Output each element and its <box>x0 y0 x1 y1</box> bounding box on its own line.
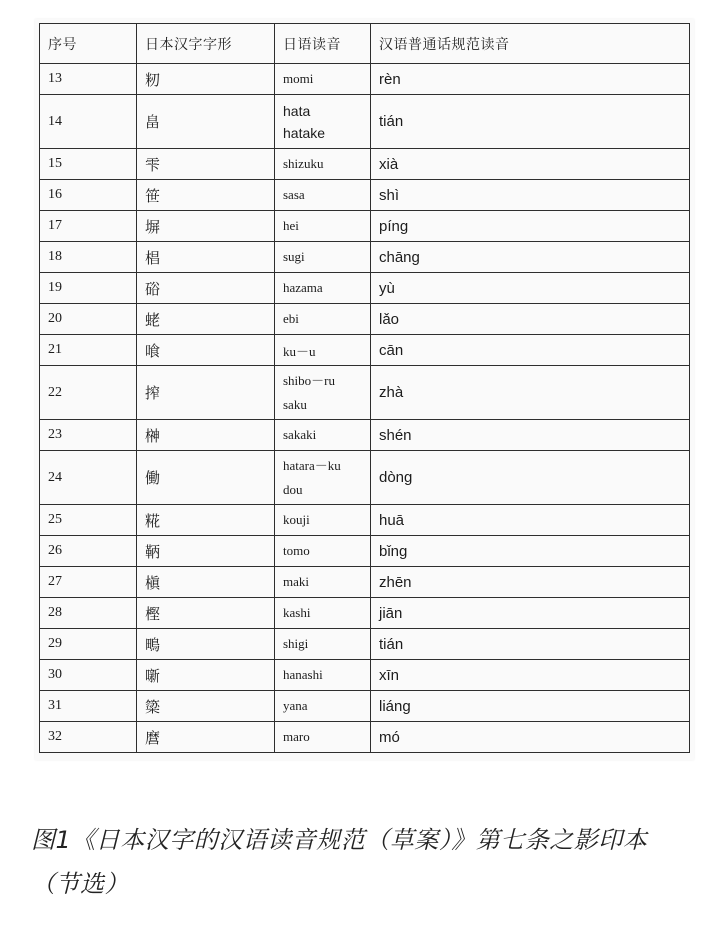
table-row <box>40 536 690 567</box>
cell-japanese-reading <box>275 598 371 629</box>
cell-mandarin-pinyin: xīn <box>371 660 690 691</box>
cell-mandarin-pinyin: tián <box>371 95 690 149</box>
cell-japanese-reading <box>275 211 371 242</box>
reading-line: shizuku <box>283 156 324 171</box>
cell-serial-number: 14 <box>40 95 137 149</box>
cell-kanji: 樫 <box>137 598 275 629</box>
scanned-table-image <box>35 19 694 760</box>
cell-mandarin-pinyin: chāng <box>371 242 690 273</box>
cell-serial-number: 22 <box>40 366 137 420</box>
cell-kanji: 槇 <box>137 567 275 598</box>
cell-serial-number: 15 <box>40 149 137 180</box>
table-row <box>40 660 690 691</box>
cell-mandarin-pinyin: píng <box>371 211 690 242</box>
cell-japanese-reading <box>275 451 371 505</box>
cell-serial-number: 24 <box>40 451 137 505</box>
cell-japanese-reading <box>275 273 371 304</box>
table-row <box>40 211 690 242</box>
cell-kanji: 糀 <box>137 505 275 536</box>
cell-kanji: 雫 <box>137 149 275 180</box>
cell-japanese-reading <box>275 366 371 420</box>
table-row <box>40 420 690 451</box>
table-row <box>40 722 690 753</box>
cell-mandarin-pinyin: liáng <box>371 691 690 722</box>
table-row <box>40 335 690 366</box>
cell-mandarin-pinyin: xià <box>371 149 690 180</box>
cell-kanji: 搾 <box>137 366 275 420</box>
cell-kanji: 塀 <box>137 211 275 242</box>
cell-japanese-reading <box>275 304 371 335</box>
cell-serial-number: 13 <box>40 64 137 95</box>
cell-kanji: 蛯 <box>137 304 275 335</box>
reading-line: shigi <box>283 636 309 651</box>
cell-serial-number: 32 <box>40 722 137 753</box>
cell-serial-number: 16 <box>40 180 137 211</box>
cell-japanese-reading <box>275 629 371 660</box>
cell-japanese-reading <box>275 660 371 691</box>
table-row <box>40 451 690 505</box>
cell-serial-number: 19 <box>40 273 137 304</box>
reading-line: maro <box>283 729 310 744</box>
table-row <box>40 691 690 722</box>
cell-mandarin-pinyin: bǐng <box>371 536 690 567</box>
cell-kanji: 椙 <box>137 242 275 273</box>
cell-japanese-reading <box>275 64 371 95</box>
cell-kanji: 榊 <box>137 420 275 451</box>
cell-japanese-reading <box>275 242 371 273</box>
reading-line: hatara－ku <box>283 457 341 473</box>
cell-serial-number: 28 <box>40 598 137 629</box>
reading-line: tomo <box>283 543 310 558</box>
cell-kanji: 鴫 <box>137 629 275 660</box>
cell-kanji: 鞆 <box>137 536 275 567</box>
cell-serial-number: 18 <box>40 242 137 273</box>
table-row <box>40 505 690 536</box>
cell-kanji: 笹 <box>137 180 275 211</box>
table-row <box>40 366 690 420</box>
cell-japanese-reading <box>275 95 371 149</box>
table-row <box>40 567 690 598</box>
cell-serial-number: 23 <box>40 420 137 451</box>
reading-line: dou <box>283 481 303 497</box>
reading-line: ku－u <box>283 343 316 359</box>
cell-serial-number: 30 <box>40 660 137 691</box>
cell-mandarin-pinyin: tián <box>371 629 690 660</box>
cell-serial-number: 17 <box>40 211 137 242</box>
reading-line: hei <box>283 218 299 233</box>
cell-mandarin-pinyin: mó <box>371 722 690 753</box>
reading-line: maki <box>283 574 309 589</box>
cell-mandarin-pinyin: rèn <box>371 64 690 95</box>
cell-japanese-reading <box>275 420 371 451</box>
cell-japanese-reading <box>275 335 371 366</box>
cell-mandarin-pinyin: jiān <box>371 598 690 629</box>
reading-line: momi <box>283 71 314 86</box>
cell-mandarin-pinyin: zhà <box>371 366 690 420</box>
cell-kanji: 畠 <box>137 95 275 149</box>
cell-serial-number: 29 <box>40 629 137 660</box>
cell-mandarin-pinyin: dòng <box>371 451 690 505</box>
table-row <box>40 598 690 629</box>
header-japanese-reading: 日语读音 <box>275 24 371 64</box>
reading-line: hanashi <box>283 667 323 682</box>
cell-japanese-reading <box>275 722 371 753</box>
cell-japanese-reading <box>275 567 371 598</box>
cell-japanese-reading <box>275 691 371 722</box>
reading-line: ebi <box>283 311 299 326</box>
cell-kanji: 働 <box>137 451 275 505</box>
reading-line: sakaki <box>283 427 317 442</box>
table-row <box>40 629 690 660</box>
cell-japanese-reading <box>275 149 371 180</box>
header-serial-number: 序号 <box>40 24 137 64</box>
cell-serial-number: 31 <box>40 691 137 722</box>
reading-line: kashi <box>283 605 311 620</box>
reading-line: saku <box>283 396 307 412</box>
cell-kanji: 噺 <box>137 660 275 691</box>
reading-line: hata <box>283 102 311 119</box>
table-row <box>40 304 690 335</box>
cell-mandarin-pinyin: shì <box>371 180 690 211</box>
cell-serial-number: 26 <box>40 536 137 567</box>
cell-serial-number: 27 <box>40 567 137 598</box>
table-row <box>40 95 690 149</box>
cell-mandarin-pinyin: lǎo <box>371 304 690 335</box>
cell-kanji: 簗 <box>137 691 275 722</box>
cell-serial-number: 20 <box>40 304 137 335</box>
cell-mandarin-pinyin: huā <box>371 505 690 536</box>
cell-kanji: 硲 <box>137 273 275 304</box>
table-row <box>40 242 690 273</box>
reading-line: sugi <box>283 249 305 264</box>
table-row <box>40 149 690 180</box>
cell-kanji: 籾 <box>137 64 275 95</box>
reading-line: kouji <box>283 512 310 527</box>
cell-serial-number: 25 <box>40 505 137 536</box>
cell-mandarin-pinyin: cān <box>371 335 690 366</box>
reading-line: hazama <box>283 280 323 295</box>
reading-line: hatake <box>283 124 326 141</box>
cell-mandarin-pinyin: shén <box>371 420 690 451</box>
table-body <box>40 64 690 753</box>
cell-mandarin-pinyin: zhēn <box>371 567 690 598</box>
kanji-reading-table <box>39 23 690 753</box>
reading-line: yana <box>283 698 308 713</box>
reading-line: sasa <box>283 187 305 202</box>
cell-mandarin-pinyin: yù <box>371 273 690 304</box>
table-row <box>40 180 690 211</box>
table-header-row <box>40 24 690 64</box>
cell-japanese-reading <box>275 180 371 211</box>
cell-japanese-reading <box>275 505 371 536</box>
cell-kanji: 麿 <box>137 722 275 753</box>
cell-kanji: 喰 <box>137 335 275 366</box>
cell-serial-number: 21 <box>40 335 137 366</box>
table-row <box>40 273 690 304</box>
header-japanese-kanji-form: 日本汉字字形 <box>137 24 275 64</box>
reading-line: shibo－ru <box>283 372 336 388</box>
header-mandarin-reading: 汉语普通话规范读音 <box>371 24 690 64</box>
cell-japanese-reading <box>275 536 371 567</box>
figure-caption: 图1《日本汉字的汉语读音规范（草案）》第七条之影印本（节选） <box>31 826 648 898</box>
table-row <box>40 64 690 95</box>
